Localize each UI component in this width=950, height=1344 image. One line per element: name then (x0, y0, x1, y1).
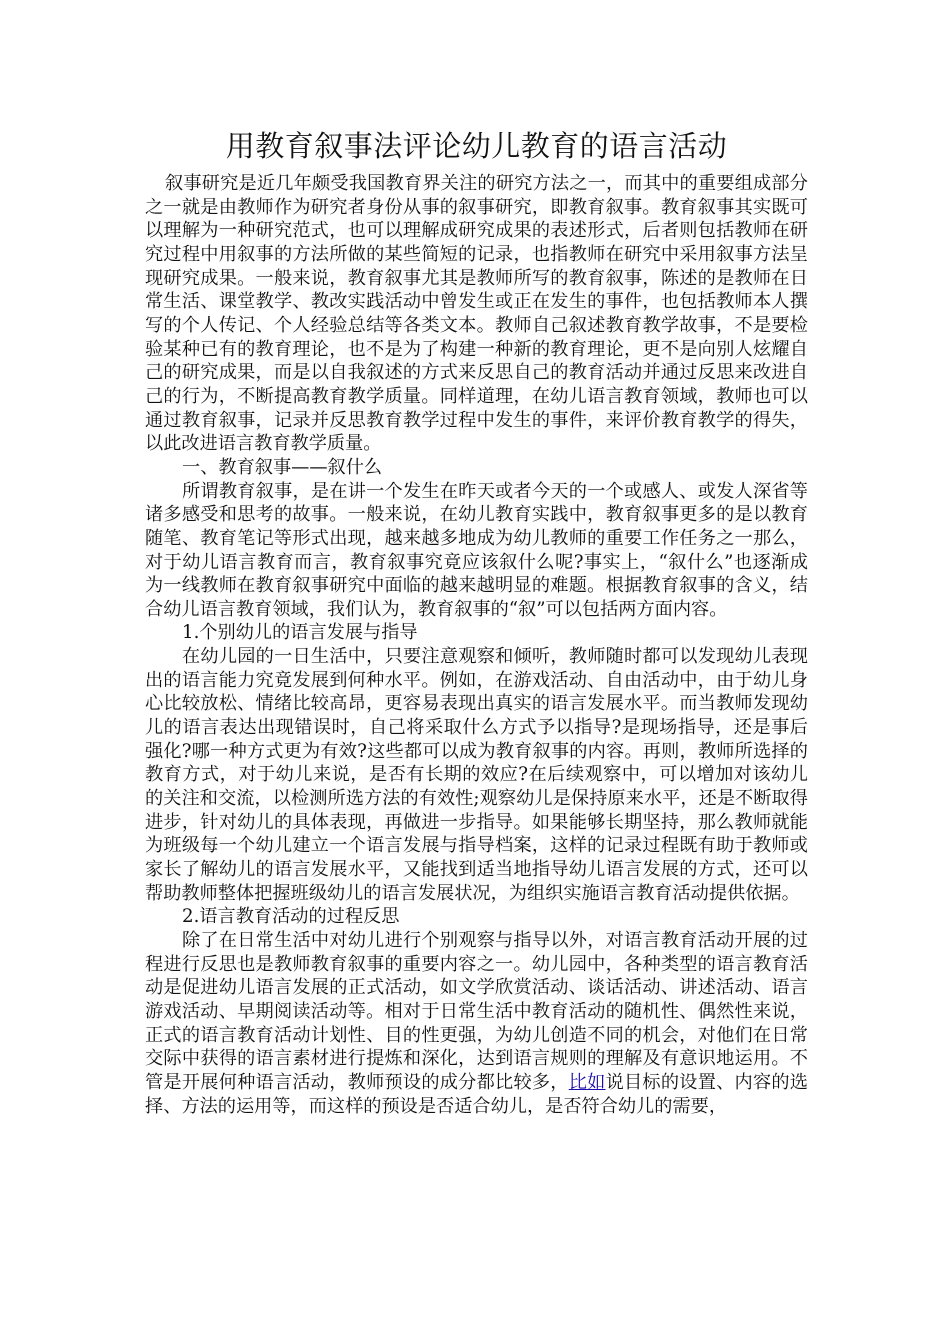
subsection-2-paragraph (145, 929, 808, 1118)
subsection-2-text-before-link: 除了在日常生活中对幼儿进行个别观察与指导以外，对语言教育活动开展的过程进行反思也是教师教育叙事的重要内容之一。幼儿园中，各种类型的语言教育活动是促进幼儿语言发展的正式活动，如文学欣赏活动、谈话活动、讲述活动、语言游戏活动、早期阅读活动等。相对于日常生活中教育活动的随机性、偶然性来说，正式的语言教育活动计划性、目的性更强，为幼儿创造不同的机会，对他们在日常交际中获得的语言素材进行提炼和深化，达到语言规则的理解及有意识地运用。不管是开展何种语言活动，教师预设的成分都比较多， (145, 930, 808, 1093)
subsection-2-heading: 2.语言教育活动的过程反思 (182, 906, 400, 928)
document-title: 用教育叙事法评论幼儿教育的语言活动 (225, 129, 728, 163)
intro-paragraph: 叙事研究是近几年颇受我国教育界关注的研究方法之一，而其中的重要组成部分之一就是由教师作为研究者身份从事的叙事研究，即教育叙事。教育叙事其实既可以理解为一种研究范式，也可以理解成研究成果的表述形式，后者则包括教师在研究过程中用叙事的方法所做的某些简短的记录，也指教师在研究中采用叙事方法呈现研究成果。一般来说，教育叙事尤其是教师所写的教育叙事，陈述的是教师在日常生活、课堂教学、教改实践活动中曾发生或正在发生的事件，也包括教师本人撰写的个人传记、个人经验总结等各类文本。教师自己叙述教育教学故事，不是要检验某种已有的教育理论，也不是为了构建一种新的教育理论，更不是向别人炫耀自己的研究成果，而是以自我叙述的方式来反思自己的教育活动并通过反思来改进自己的行为，不断提高教育教学质量。同样道理，在幼儿语言教育领域，教师也可以通过教育叙事，记录并反思教育教学过程中发生的事件，来评价教育教学的得失，以此改进语言教育教学质量。 (145, 173, 808, 455)
section-1-heading: 一、教育叙事——叙什么 (182, 456, 383, 478)
section-1-paragraph: 所谓教育叙事，是在讲一个发生在昨天或者今天的一个或感人、或发人深省等诸多感受和思考的故事。一般来说，在幼儿教育实践中，教育叙事更多的是以教育随笔、教育笔记等形式出现，越来越多地成为幼儿教师的重要工作任务之一那么，对于幼儿语言教育而言，教育叙事究竟应该叙什么呢?事实上，“叙什么”也逐渐成为一线教师在教育叙事研究中面临的越来越明显的难题。根据教育叙事的含义，结合幼儿语言教育领域，我们认为，教育叙事的“叙”可以包括两方面内容。 (145, 480, 808, 620)
subsection-1-heading: 1.个别幼儿的语言发展与指导 (182, 622, 418, 644)
subsection-1-paragraph: 在幼儿园的一日生活中，只要注意观察和倾听，教师随时都可以发现幼儿表现出的语言能力究竟发展到何种水平。例如，在游戏活动、自由活动中，由于幼儿身心比较放松、情绪比较高昂，更容易表现出真实的语言发展水平。而当教师发现幼儿的语言表达出现错误时，自己将采取什么方式予以指导?是现场指导，还是事后强化?哪一种方式更为有效?这些都可以成为教育叙事的内容。再则，教师所选择的教育方式，对于幼儿来说，是否有长期的效应?在后续观察中，可以增加对该幼儿的关注和交流，以检测所选方法的有效性;观察幼儿是保持原来水平，还是不断取得进步，针对幼儿的具体表现，再做进一步指导。如果能够长期坚持，那么教师就能为班级每一个幼儿建立一个语言发展与指导档案，这样的记录过程既有助于教师或家长了解幼儿的语言发展水平，又能找到适当地指导幼儿语言发展的方式，还可以帮助教师整体把握班级幼儿的语言发展状况，为组织实施语言教育活动提供依据。 (145, 646, 808, 904)
subsection-2-text-after-link: 说目标的设置、内容的选择、方法的运用等，而这样的预设是否适合幼儿，是否符合幼儿的需要， (145, 1071, 808, 1117)
document-page (145, 126, 808, 1118)
inline-link[interactable]: 比如 (568, 1071, 606, 1093)
